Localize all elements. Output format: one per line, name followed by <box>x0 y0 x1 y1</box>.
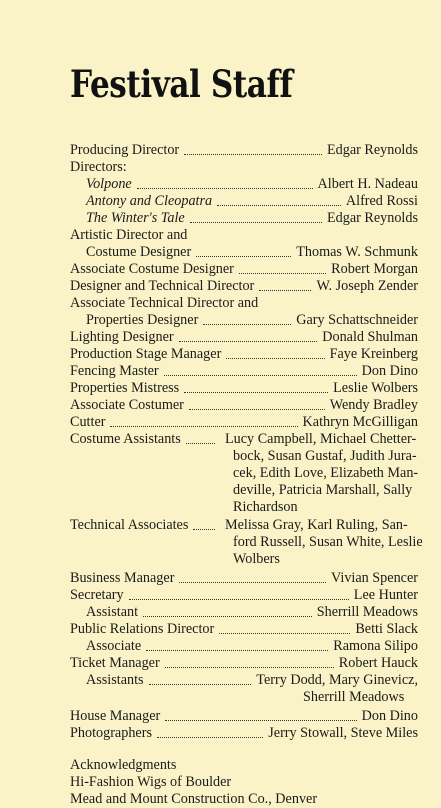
staff-name: Lee Hunter <box>353 587 418 603</box>
staff-name: Vivian Spencer <box>330 570 418 586</box>
role-label: Secretary <box>70 587 124 603</box>
staff-line-house-manager <box>70 708 418 725</box>
staff-line-cutter <box>70 414 418 431</box>
staff-line-volpone <box>86 176 418 193</box>
role-label: Associate Costume Designer <box>70 261 234 277</box>
staff-name: Thomas W. Schmunk <box>296 244 418 260</box>
name-list-line: cek, Edith Love, Elizabeth Man- <box>233 465 419 481</box>
leader-dots <box>189 409 325 410</box>
staff-name: Gary Schattschneider <box>296 312 418 328</box>
leader-dots <box>165 720 356 721</box>
staff-name: W. Joseph Zender <box>316 278 418 294</box>
role-label: Properties Mistress <box>70 380 180 396</box>
role-label: Properties Designer <box>86 312 199 328</box>
role-label: Associate <box>86 638 142 654</box>
leader-dots <box>203 324 291 325</box>
staff-line-costume-assistants <box>70 431 220 448</box>
name-list-line: ford Russell, Susan White, Leslie <box>233 534 423 550</box>
name-list-line: Lucy Campbell, Michael Chetter- <box>225 431 417 447</box>
acknowledgments-heading: Acknowledgments <box>70 757 177 773</box>
staff-line-lighting-designer <box>70 329 418 346</box>
name-list-line: Wolbers <box>233 551 280 567</box>
role-label: Costume Designer <box>86 244 192 260</box>
leader-dots <box>165 667 334 668</box>
role-label-continued: Associate Technical Director and <box>70 295 259 311</box>
role-label: Fencing Master <box>70 363 159 379</box>
leader-dots <box>193 529 215 530</box>
leader-dots <box>217 205 341 206</box>
leader-dots <box>164 375 357 376</box>
role-label-continued: Artistic Director and <box>70 227 188 243</box>
staff-line-properties-mistress <box>70 380 418 397</box>
role-label: Technical Associates <box>70 517 189 533</box>
staff-name: Robert Hauck <box>338 655 418 671</box>
role-label: Associate Costumer <box>70 397 184 413</box>
staff-line-secretary <box>70 587 418 604</box>
staff-line-producing-director <box>70 142 418 159</box>
staff-name: Kathryn McGilligan <box>302 414 418 430</box>
leader-dots <box>179 341 318 342</box>
staff-line-photographers <box>70 725 418 742</box>
name-list-line: Sherrill Meadows <box>303 689 405 705</box>
leader-dots <box>226 358 324 359</box>
leader-dots <box>239 273 326 274</box>
staff-name: Edgar Reynolds <box>326 210 418 226</box>
staff-name: Jerry Stowall, Steve Miles <box>268 725 418 741</box>
role-label: Cutter <box>70 414 106 430</box>
staff-line-public-relations <box>70 621 418 638</box>
staff-line-artistic-director <box>86 244 418 261</box>
leader-dots <box>186 443 215 444</box>
leader-dots <box>146 650 328 651</box>
staff-name: Terry Dodd, Mary Ginevicz, <box>256 672 418 688</box>
staff-line-associate-costumer <box>70 397 418 414</box>
acknowledgment-item: Hi-Fashion Wigs of Boulder <box>70 774 232 790</box>
name-list-line: deville, Patricia Marshall, Sally <box>233 482 413 498</box>
staff-name: Wendy Bradley <box>329 397 418 413</box>
staff-line-assoc-tech-director <box>86 312 418 329</box>
leader-dots <box>196 256 291 257</box>
role-label: Business Manager <box>70 570 175 586</box>
staff-name: Edgar Reynolds <box>326 142 418 158</box>
staff-line-ticket-assistants <box>86 672 418 689</box>
staff-line-antony <box>86 193 418 210</box>
staff-line-technical-associates <box>70 517 220 534</box>
role-label: Costume Assistants <box>70 431 181 447</box>
staff-name: Betti Slack <box>355 621 418 637</box>
role-label: Designer and Technical Director <box>70 278 255 294</box>
page-title: Festival Staff <box>70 62 293 106</box>
acknowledgment-item: Mead and Mount Construction Co., Denver <box>70 791 318 807</box>
leader-dots <box>149 684 252 685</box>
staff-name: Donald Shulman <box>322 329 418 345</box>
staff-name: Albert H. Nadeau <box>317 176 418 192</box>
leader-dots <box>184 392 328 393</box>
role-label: Assistant <box>86 604 139 620</box>
staff-name: Faye Kreinberg <box>329 346 418 362</box>
role-label: Assistants <box>86 672 144 688</box>
role-label: Ticket Manager <box>70 655 160 671</box>
name-list-line: Melissa Gray, Karl Ruling, San- <box>225 517 408 533</box>
play-title: Antony and Cleopatra <box>86 193 213 209</box>
leader-dots <box>157 737 263 738</box>
leader-dots <box>137 188 313 189</box>
staff-line-fencing-master <box>70 363 418 380</box>
staff-line-business-manager <box>70 570 418 587</box>
staff-name: Ramona Silipo <box>333 638 418 654</box>
staff-name: Don Dino <box>361 708 418 724</box>
staff-name: Leslie Wolbers <box>333 380 418 396</box>
leader-dots <box>143 616 312 617</box>
name-list-line: bock, Susan Gustaf, Judith Jura- <box>233 448 417 464</box>
staff-line-secretary-assistant <box>86 604 418 621</box>
staff-name: Don Dino <box>361 363 418 379</box>
role-label: Photographers <box>70 725 152 741</box>
staff-line-ticket-manager <box>70 655 418 672</box>
leader-dots <box>219 633 350 634</box>
leader-dots <box>179 582 326 583</box>
leader-dots <box>184 154 322 155</box>
staff-line-pr-associate <box>86 638 418 655</box>
play-title: Volpone <box>86 176 132 192</box>
leader-dots <box>259 290 311 291</box>
role-label: Production Stage Manager <box>70 346 222 362</box>
staff-line-winters-tale <box>86 210 418 227</box>
staff-line-production-stage-manager <box>70 346 418 363</box>
staff-line-assoc-costume-designer <box>70 261 418 278</box>
leader-dots <box>190 222 322 223</box>
name-list-line: Richardson <box>233 499 298 515</box>
role-label: Lighting Designer <box>70 329 174 345</box>
role-label: Public Relations Director <box>70 621 215 637</box>
staff-name: Alfred Rossi <box>345 193 418 209</box>
leader-dots <box>129 599 349 600</box>
role-label: Producing Director <box>70 142 180 158</box>
play-title: The Winter's Tale <box>86 210 185 226</box>
role-label: House Manager <box>70 708 161 724</box>
staff-name: Robert Morgan <box>331 261 418 277</box>
leader-dots <box>110 426 297 427</box>
staff-name: Sherrill Meadows <box>316 604 418 620</box>
staff-line-designer-tech-director <box>70 278 418 295</box>
directors-heading: Directors: <box>70 159 127 175</box>
